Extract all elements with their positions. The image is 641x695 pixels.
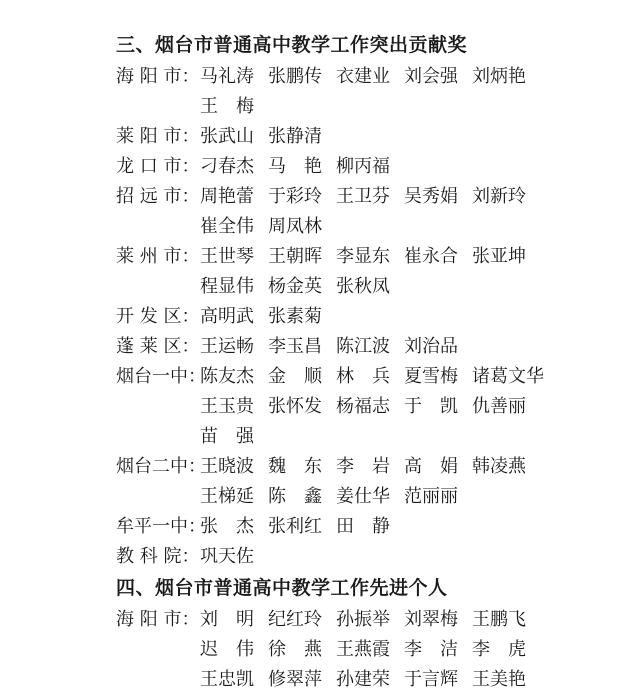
person-name: 程显伟 (200, 276, 254, 297)
unit-label: 招 远 市： (116, 186, 200, 207)
person-name: 李 虎 (472, 639, 526, 660)
unit-label: 莱 州 市： (116, 246, 200, 267)
person-name: 王世琴 (200, 246, 254, 267)
person-name: 陈友杰 (200, 366, 254, 387)
person-name: 孙振举 (336, 609, 390, 630)
unit-label: 蓬 莱 区： (116, 336, 200, 357)
person-name: 王美艳 (472, 669, 526, 690)
person-name: 高 娟 (404, 456, 458, 477)
person-name: 崔全伟 (200, 216, 254, 237)
person-name: 张怀发 (268, 396, 322, 417)
person-name: 杨金英 (268, 276, 322, 297)
person-name: 周凤林 (268, 216, 322, 237)
person-name: 魏 东 (268, 456, 322, 477)
person-name: 田 静 (336, 516, 390, 537)
person-name: 王卫芬 (336, 186, 390, 207)
person-name: 张利红 (268, 516, 322, 537)
person-name: 王梯延 (200, 486, 254, 507)
section-heading: 三、烟台市普通高中教学工作突出贡献奖 (116, 34, 468, 56)
person-name: 刘会强 (404, 66, 458, 87)
unit-label: 烟台一中： (116, 366, 206, 387)
person-name: 张 杰 (200, 516, 254, 537)
unit-label: 开 发 区： (116, 306, 200, 327)
person-name: 仇善丽 (472, 396, 526, 417)
person-name: 诸葛文华 (472, 366, 544, 387)
person-name: 陈 鑫 (268, 486, 322, 507)
person-name: 衣建业 (336, 66, 390, 87)
person-name: 李显东 (336, 246, 390, 267)
person-name: 张秋凤 (336, 276, 390, 297)
unit-label: 牟平一中： (116, 516, 206, 537)
unit-label: 龙 口 市： (116, 156, 200, 177)
person-name: 王玉贵 (200, 396, 254, 417)
person-name: 刘治品 (404, 336, 458, 357)
person-name: 刁春杰 (200, 156, 254, 177)
person-name: 李 洁 (404, 639, 458, 660)
person-name: 张静清 (268, 126, 322, 147)
person-name: 孙建荣 (336, 669, 390, 690)
person-name: 李玉昌 (268, 336, 322, 357)
person-name: 王燕霞 (336, 639, 390, 660)
person-name: 马礼涛 (200, 66, 254, 87)
person-name: 王朝晖 (268, 246, 322, 267)
person-name: 高明武 (200, 306, 254, 327)
person-name: 陈江波 (336, 336, 390, 357)
person-name: 周艳蕾 (200, 186, 254, 207)
person-name: 范丽丽 (404, 486, 458, 507)
person-name: 于彩玲 (268, 186, 322, 207)
unit-label: 教 科 院： (116, 546, 200, 567)
person-name: 王 梅 (200, 96, 254, 117)
person-name: 马 艳 (268, 156, 322, 177)
person-name: 林 兵 (336, 366, 390, 387)
person-name: 修翠萍 (268, 669, 322, 690)
unit-label: 海 阳 市： (116, 609, 200, 630)
unit-label: 莱 阳 市： (116, 126, 200, 147)
person-name: 李 岩 (336, 456, 390, 477)
person-name: 王运畅 (200, 336, 254, 357)
person-name: 王鹏飞 (472, 609, 526, 630)
person-name: 刘 明 (200, 609, 254, 630)
person-name: 迟 伟 (200, 639, 254, 660)
person-name: 张武山 (200, 126, 254, 147)
person-name: 巩天佐 (200, 546, 254, 567)
person-name: 张亚坤 (472, 246, 526, 267)
person-name: 姜仕华 (336, 486, 390, 507)
unit-label: 海 阳 市： (116, 66, 200, 87)
person-name: 韩凌燕 (472, 456, 526, 477)
person-name: 徐 燕 (268, 639, 322, 660)
person-name: 王忠凯 (200, 669, 254, 690)
person-name: 刘炳艳 (472, 66, 526, 87)
person-name: 王晓波 (200, 456, 254, 477)
section-heading: 四、烟台市普通高中教学工作先进个人 (116, 577, 448, 599)
person-name: 夏雪梅 (404, 366, 458, 387)
person-name: 刘翠梅 (404, 609, 458, 630)
person-name: 金 顺 (268, 366, 322, 387)
person-name: 张素菊 (268, 306, 322, 327)
unit-label: 烟台二中： (116, 456, 206, 477)
person-name: 吴秀娟 (404, 186, 458, 207)
person-name: 苗 强 (200, 426, 254, 447)
person-name: 柳丙福 (336, 156, 390, 177)
person-name: 于言辉 (404, 669, 458, 690)
person-name: 纪红玲 (268, 609, 322, 630)
person-name: 于 凯 (404, 396, 458, 417)
person-name: 张鹏传 (268, 66, 322, 87)
person-name: 崔永合 (404, 246, 458, 267)
person-name: 杨福志 (336, 396, 390, 417)
person-name: 刘新玲 (472, 186, 526, 207)
